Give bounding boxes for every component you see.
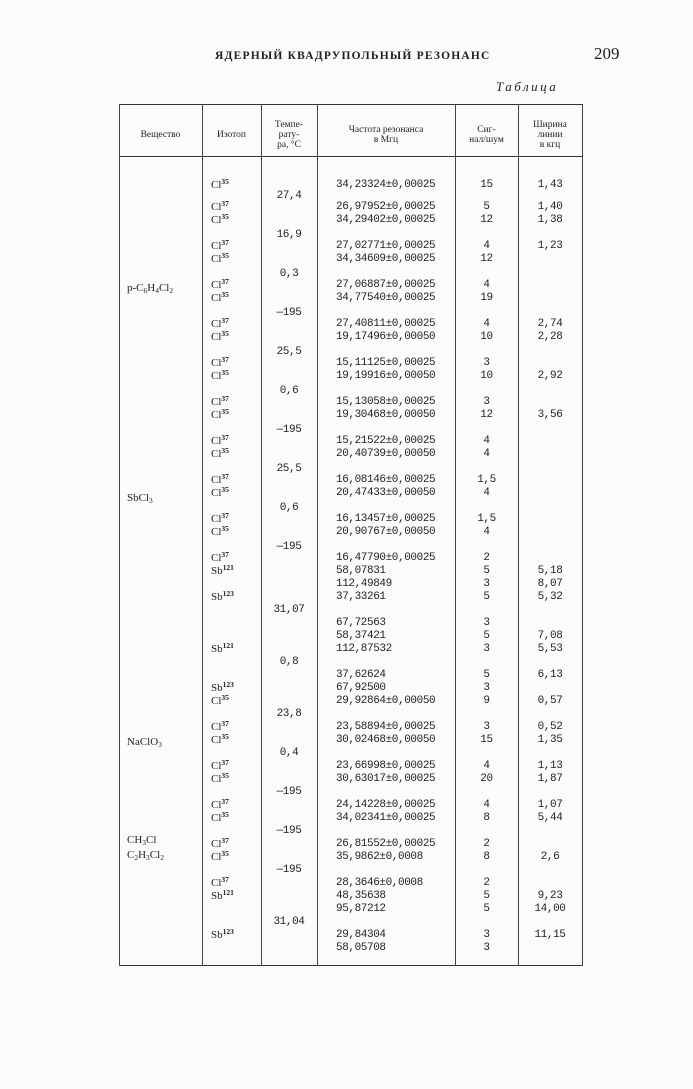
linewidth-cell: 2,28 [537,331,563,343]
isotope-cell: Cl$^{35}$ [211,446,229,460]
running-title: ЯДЕРНЫЙ КВАДРУПОЛЬНЫЙ РЕЗОНАНС [215,50,491,62]
isotope-cell: Cl$^{37}$ [211,355,229,369]
snr-cell: 5 [483,669,490,681]
linewidth-cell: 5,53 [537,643,563,655]
snr-cell: 5 [483,565,490,577]
snr-cell: 20 [480,773,493,785]
snr-cell: 2 [483,877,490,889]
snr-cell: 5 [483,890,490,902]
isotope-cell: Cl$^{35}$ [211,329,229,343]
snr-cell: 3 [483,643,490,655]
linewidth-cell: 5,32 [537,591,563,603]
frequency-cell: 16,13457±0,00025 [336,513,436,525]
frequency-cell: 34,77540±0,00025 [336,292,436,304]
snr-cell: 8 [483,851,490,863]
frequency-cell: 30,02468±0,00050 [336,734,436,746]
linewidth-cell: 3,56 [537,409,563,421]
linewidth-cell: 0,57 [537,695,563,707]
column-header-isotope: Изотоп [216,130,247,140]
snr-cell: 2 [483,552,490,564]
substance-name: $CH_3Cl$ [127,834,157,847]
table-top-rule [119,104,583,105]
temperature-cell: 25,5 [276,346,302,358]
linewidth-cell: 0,52 [537,721,563,733]
frequency-cell: 26,97952±0,00025 [336,201,436,213]
snr-cell: 5 [483,630,490,642]
isotope-cell: Cl$^{35}$ [211,732,229,746]
linewidth-cell: 1,40 [537,201,563,213]
linewidth-cell: 2,6 [540,851,560,863]
isotope-cell: Cl$^{37}$ [211,550,229,564]
temperature-cell: 0,6 [279,502,299,514]
column-divider [202,104,203,966]
frequency-cell: 15,11125±0,00025 [336,357,436,369]
temperature-cell: 27,4 [276,190,302,202]
temperature-cell: 25,5 [276,463,302,475]
frequency-cell: 29,92864±0,00050 [336,695,436,707]
temperature-cell: 16,9 [276,229,302,241]
isotope-cell: Cl$^{35}$ [211,524,229,538]
column-header-frequency: Частота резонанса в Мгц [348,125,424,145]
frequency-cell: 24,14228±0,00025 [336,799,436,811]
frequency-cell: 20,47433±0,00050 [336,487,436,499]
snr-cell: 3 [483,357,490,369]
linewidth-cell: 5,44 [537,812,563,824]
temperature-cell: 0,8 [279,656,299,668]
snr-cell: 19 [480,292,493,304]
frequency-cell: 34,29402±0,00025 [336,214,436,226]
linewidth-cell: 1,13 [537,760,563,772]
isotope-cell: Cl$^{37}$ [211,433,229,447]
frequency-cell: 20,90767±0,00050 [336,526,436,538]
temperature-cell: —195 [276,541,302,553]
isotope-cell: Cl$^{35}$ [211,251,229,265]
temperature-cell: 31,07 [273,604,305,616]
snr-cell: 4 [483,435,490,447]
snr-cell: 10 [480,370,493,382]
snr-cell: 4 [483,240,490,252]
isotope-cell: Cl$^{37}$ [211,758,229,772]
isotope-cell: Cl$^{37}$ [211,472,229,486]
isotope-cell: Sb$^{123}$ [211,927,234,941]
substance-name: SbCl$_3$ [127,492,153,505]
isotope-cell: Cl$^{37}$ [211,199,229,213]
frequency-cell: 15,13058±0,00025 [336,396,436,408]
column-header-snr: Сиг- нал/шум [469,125,504,145]
snr-cell: 3 [483,721,490,733]
frequency-cell: 16,47790±0,00025 [336,552,436,564]
frequency-cell: 15,21522±0,00025 [336,435,436,447]
linewidth-cell: 2,74 [537,318,563,330]
frequency-cell: 34,02341±0,00025 [336,812,436,824]
snr-cell: 5 [483,903,490,915]
frequency-cell: 27,40811±0,00025 [336,318,436,330]
table-right-rule [582,104,583,966]
isotope-cell: Cl$^{37}$ [211,836,229,850]
snr-cell: 3 [483,929,490,941]
linewidth-cell: 8,07 [537,578,563,590]
table-left-rule [119,104,120,966]
isotope-cell: Cl$^{35}$ [211,407,229,421]
linewidth-cell: 7,08 [537,630,563,642]
snr-cell: 9 [483,695,490,707]
linewidth-cell: 2,92 [537,370,563,382]
snr-cell: 4 [483,279,490,291]
frequency-cell: 28,3646±0,0008 [336,877,423,889]
linewidth-cell: 1,23 [537,240,563,252]
frequency-cell: 58,37421 [336,630,386,642]
isotope-cell: Cl$^{35}$ [211,810,229,824]
frequency-cell: 67,72563 [336,617,386,629]
isotope-cell: Sb$^{121}$ [211,888,234,902]
snr-cell: 15 [480,734,493,746]
column-header-substance: Вещество [140,130,181,140]
frequency-cell: 16,08146±0,00025 [336,474,436,486]
linewidth-cell: 1,43 [537,179,563,191]
snr-cell: 15 [480,179,493,191]
isotope-cell: Cl$^{37}$ [211,875,229,889]
temperature-cell: —195 [276,864,302,876]
snr-cell: 5 [483,201,490,213]
frequency-cell: 67,92500 [336,682,386,694]
frequency-cell: 26,81552±0,00025 [336,838,436,850]
isotope-cell: Sb$^{121}$ [211,563,234,577]
linewidth-cell: 1,07 [537,799,563,811]
frequency-cell: 112,49849 [336,578,392,590]
temperature-cell: —195 [276,424,302,436]
isotope-cell: Cl$^{35}$ [211,485,229,499]
snr-cell: 10 [480,331,493,343]
frequency-cell: 58,05708 [336,942,386,954]
snr-cell: 2 [483,838,490,850]
frequency-cell: 19,17496±0,00050 [336,331,436,343]
snr-cell: 3 [483,396,490,408]
resonance-table [119,104,583,966]
frequency-cell: 19,19916±0,00050 [336,370,436,382]
isotope-cell: Cl$^{35}$ [211,290,229,304]
frequency-cell: 48,35638 [336,890,386,902]
page-header [0,0,693,100]
frequency-cell: 23,58894±0,00025 [336,721,436,733]
snr-cell: 4 [483,526,490,538]
page-number: 209 [594,44,620,63]
isotope-cell: Cl$^{35}$ [211,177,229,191]
substance-name: $C_2H_3Cl_2$ [127,849,164,862]
temperature-cell: 0,3 [279,268,299,280]
column-header-linewidth: Ширина линии в кгц [533,120,567,150]
linewidth-cell: 9,23 [537,890,563,902]
table-caption: Таблица [496,79,559,94]
snr-cell: 12 [480,253,493,265]
snr-cell: 5 [483,591,490,603]
column-header-temperature: Темпе- рату- ра, °С [274,120,304,150]
isotope-cell: Cl$^{35}$ [211,368,229,382]
linewidth-cell: 14,00 [534,903,566,915]
linewidth-cell: 5,18 [537,565,563,577]
temperature-cell: 31,04 [273,916,305,928]
snr-cell: 4 [483,318,490,330]
snr-cell: 12 [480,409,493,421]
isotope-cell: Cl$^{37}$ [211,719,229,733]
frequency-cell: 37,33261 [336,591,386,603]
snr-cell: 1,5 [477,474,496,486]
isotope-cell: Cl$^{35}$ [211,849,229,863]
snr-cell: 4 [483,760,490,772]
frequency-cell: 23,66998±0,00025 [336,760,436,772]
snr-cell: 3 [483,578,490,590]
linewidth-cell: 1,38 [537,214,563,226]
snr-cell: 8 [483,812,490,824]
isotope-cell: Cl$^{37}$ [211,277,229,291]
frequency-cell: 37,62624 [336,669,386,681]
frequency-cell: 27,06887±0,00025 [336,279,436,291]
linewidth-cell: 1,35 [537,734,563,746]
linewidth-cell: 6,13 [537,669,563,681]
frequency-cell: 95,87212 [336,903,386,915]
isotope-cell: Cl$^{37}$ [211,797,229,811]
isotope-cell: Cl$^{35}$ [211,693,229,707]
frequency-cell: 30,63017±0,00025 [336,773,436,785]
isotope-cell: Cl$^{35}$ [211,212,229,226]
isotope-cell: Cl$^{35}$ [211,771,229,785]
isotope-cell: Cl$^{37}$ [211,511,229,525]
temperature-cell: 23,8 [276,708,302,720]
substance-name: $p-C_6H_4Cl_2$ [127,282,174,295]
temperature-cell: —195 [276,307,302,319]
linewidth-cell: 11,15 [534,929,566,941]
column-divider [317,104,318,966]
column-divider [518,104,519,966]
snr-cell: 3 [483,617,490,629]
snr-cell: 12 [480,214,493,226]
linewidth-cell: 1,87 [537,773,563,785]
frequency-cell: 19,30468±0,00050 [336,409,436,421]
isotope-cell: Cl$^{37}$ [211,316,229,330]
frequency-cell: 29,84304 [336,929,386,941]
frequency-cell: 112,87532 [336,643,392,655]
isotope-cell: Sb$^{121}$ [211,641,234,655]
snr-cell: 4 [483,799,490,811]
temperature-cell: —195 [276,786,302,798]
frequency-cell: 20,40739±0,00050 [336,448,436,460]
frequency-cell: 34,23324±0,00025 [336,179,436,191]
temperature-cell: —195 [276,825,302,837]
snr-cell: 4 [483,487,490,499]
frequency-cell: 27,02771±0,00025 [336,240,436,252]
isotope-cell: Cl$^{37}$ [211,238,229,252]
frequency-cell: 34,34609±0,00025 [336,253,436,265]
snr-cell: 4 [483,448,490,460]
temperature-cell: 0,6 [279,385,299,397]
snr-cell: 3 [483,682,490,694]
isotope-cell: Sb$^{123}$ [211,680,234,694]
frequency-cell: 35,9862±0,0008 [336,851,423,863]
isotope-cell: Sb$^{123}$ [211,589,234,603]
table-bottom-rule [119,965,583,966]
snr-cell: 3 [483,942,490,954]
substance-name: NaClO$_3$ [127,736,162,749]
frequency-cell: 58,07831 [336,565,386,577]
snr-cell: 1,5 [477,513,496,525]
isotope-cell: Cl$^{37}$ [211,394,229,408]
temperature-cell: 0,4 [279,747,299,759]
